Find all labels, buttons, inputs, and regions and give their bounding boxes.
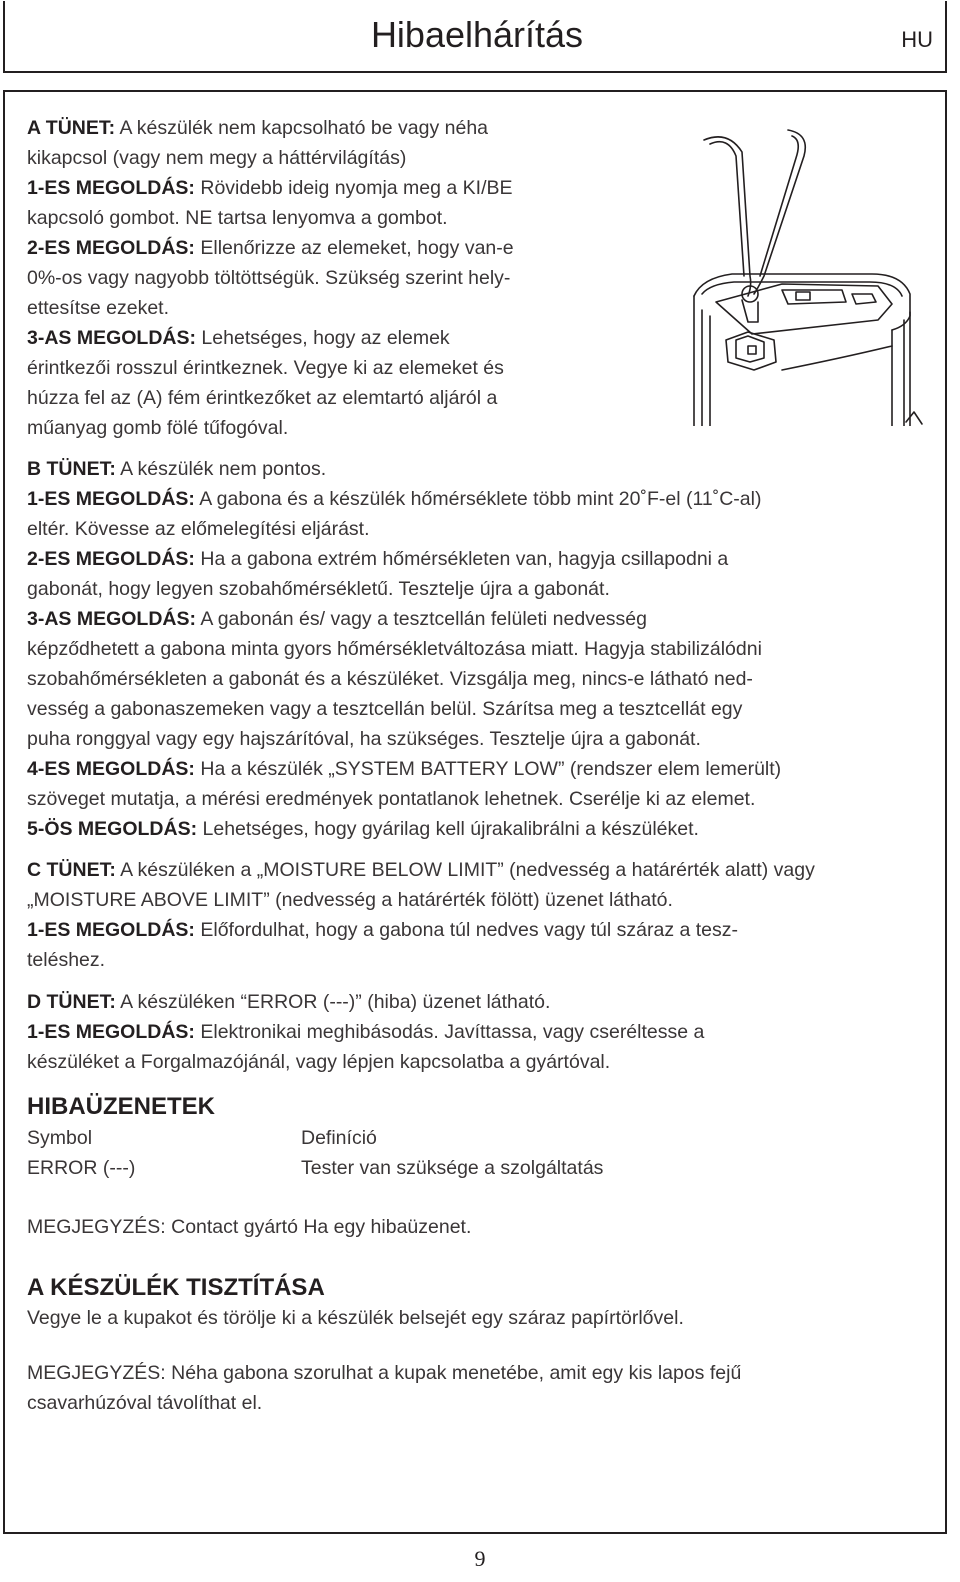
symptom-b-line: 5-ÖS MEGOLDÁS: Lehetséges, hogy gyárilag kell újrakalibrálni a készüléket. [27,818,699,840]
symptom-b-line: szobahőmérsékleten a gabonát és a készüléket. Vizsgálja meg, nincs-e látható ned- [27,668,753,690]
error-table-definition-cell: Tester van szüksége a szolgáltatás [301,1157,604,1179]
symptom-a-line: műanyag gomb fölé tűfogóval. [27,417,289,439]
symptom-d-line: készüléket a Forgalmazójánál, vagy lépjen kapcsolatba a gyártóval. [27,1051,611,1073]
symptom-a-line: 0%-os vagy nagyobb töltöttségük. Szükség szerint hely- [27,267,511,289]
error-table-symbol-cell: ERROR (---) [27,1157,136,1179]
error-messages-note: MEGJEGYZÉS: Contact gyártó Ha egy hibaüzenet. [27,1216,472,1238]
symptom-a-line: kapcsoló gombot. NE tartsa lenyomva a gombot. [27,207,448,229]
symptom-c-line: teléshez. [27,949,106,971]
symptom-a-line: ettesítse ezeket. [27,297,169,319]
cleaning-heading: A KÉSZÜLÉK TISZTÍTÁSA [27,1274,325,1301]
symptom-b-line: vesség a gabonaszemeken vagy a tesztcellán belül. Szárítsa meg a tesztcellát egy [27,698,743,720]
error-messages-heading: HIBAÜZENETEK [27,1093,216,1120]
symptom-a-line: 2-ES MEGOLDÁS: Ellenőrizze az elemeket, hogy van-e [27,237,514,259]
symptom-b-line: 3-AS MEGOLDÁS: A gabonán és/ vagy a tesztcellán felületi nedvesség [27,608,647,630]
language-code: HU [901,27,933,52]
symptom-b-line: B TÜNET: A készülék nem pontos. [27,458,327,480]
cleaning-note-line: MEGJEGYZÉS: Néha gabona szorulhat a kupak menetébe, amit egy kis lapos fejű [27,1362,742,1384]
symptom-b-line: 4-ES MEGOLDÁS: Ha a készülék „SYSTEM BATTERY LOW” (rendszer elem lemerült) [27,758,782,780]
cleaning-instruction: Vegye le a kupakot és törölje ki a készülék belsejét egy száraz papírtörlővel. [27,1307,684,1329]
symptom-b-line: gabonát, hogy legyen szobahőmérsékletű. Tesztelje újra a gabonát. [27,578,610,600]
symptom-a-line: 3-AS MEGOLDÁS: Lehetséges, hogy az elemek [27,327,450,349]
symptom-b-line: 2-ES MEGOLDÁS: Ha a gabona extrém hőmérsékleten van, hagyja csillapodni a [27,548,729,570]
symptom-b-line: szöveget mutatja, a mérési eredmények pontatlanok lehetnek. Cserélje ki az elemet. [27,788,756,810]
header-frame [3,1,947,73]
symptom-c-line: 1-ES MEGOLDÁS: Előfordulhat, hogy a gabona túl nedves vagy túl száraz a tesz- [27,919,739,941]
symptom-c-line: „MOISTURE ABOVE LIMIT” (nedvesség a határérték fölött) üzenet látható. [27,889,673,911]
symptom-a-line: érintkezői rosszul érintkeznek. Vegye ki az elemeket és [27,357,504,379]
symptom-c-line: C TÜNET: A készüléken a „MOISTURE BELOW LIMIT” (nedvesség a határérték alatt) vagy [27,859,815,881]
battery-compartment-illustration [692,126,924,426]
symptom-a-line: 1-ES MEGOLDÁS: Rövidebb ideig nyomja meg a KI/BE [27,177,513,199]
symptom-a-line: A TÜNET: A készülék nem kapcsolható be vagy néha [27,117,489,139]
symptom-d-line: D TÜNET: A készüléken “ERROR (---)” (hiba) üzenet látható. [27,991,551,1013]
symptom-b-line: képződhetett a gabona minta gyors hőmérsékletváltozása miatt. Hagyja stabilizálódni [27,638,762,660]
error-table-header-definition: Definíció [301,1127,377,1149]
symptom-b-line: eltér. Kövesse az előmelegítési eljárást. [27,518,370,540]
symptom-a-line: húzza fel az (A) fém érintkezőket az elemtartó aljáról a [27,387,498,409]
symptom-b-line: puha ronggyal vagy egy hajszárítóval, ha szükséges. Tesztelje újra a gabonát. [27,728,701,750]
symptom-a-line: kikapcsol (vagy nem megy a háttérvilágítás) [27,147,407,169]
page-title: Hibaelhárítás [370,14,584,55]
symptom-b-line: 1-ES MEGOLDÁS: A gabona és a készülék hőmérséklete több mint 20˚F-el (11˚C-al) [27,488,762,510]
page-number: 9 [474,1546,486,1571]
symptom-d-line: 1-ES MEGOLDÁS: Elektronikai meghibásodás. Javíttassa, vagy cseréltesse a [27,1021,705,1043]
cleaning-note-line: csavarhúzóval távolíthat el. [27,1392,263,1414]
error-table-header-symbol: Symbol [27,1127,93,1149]
